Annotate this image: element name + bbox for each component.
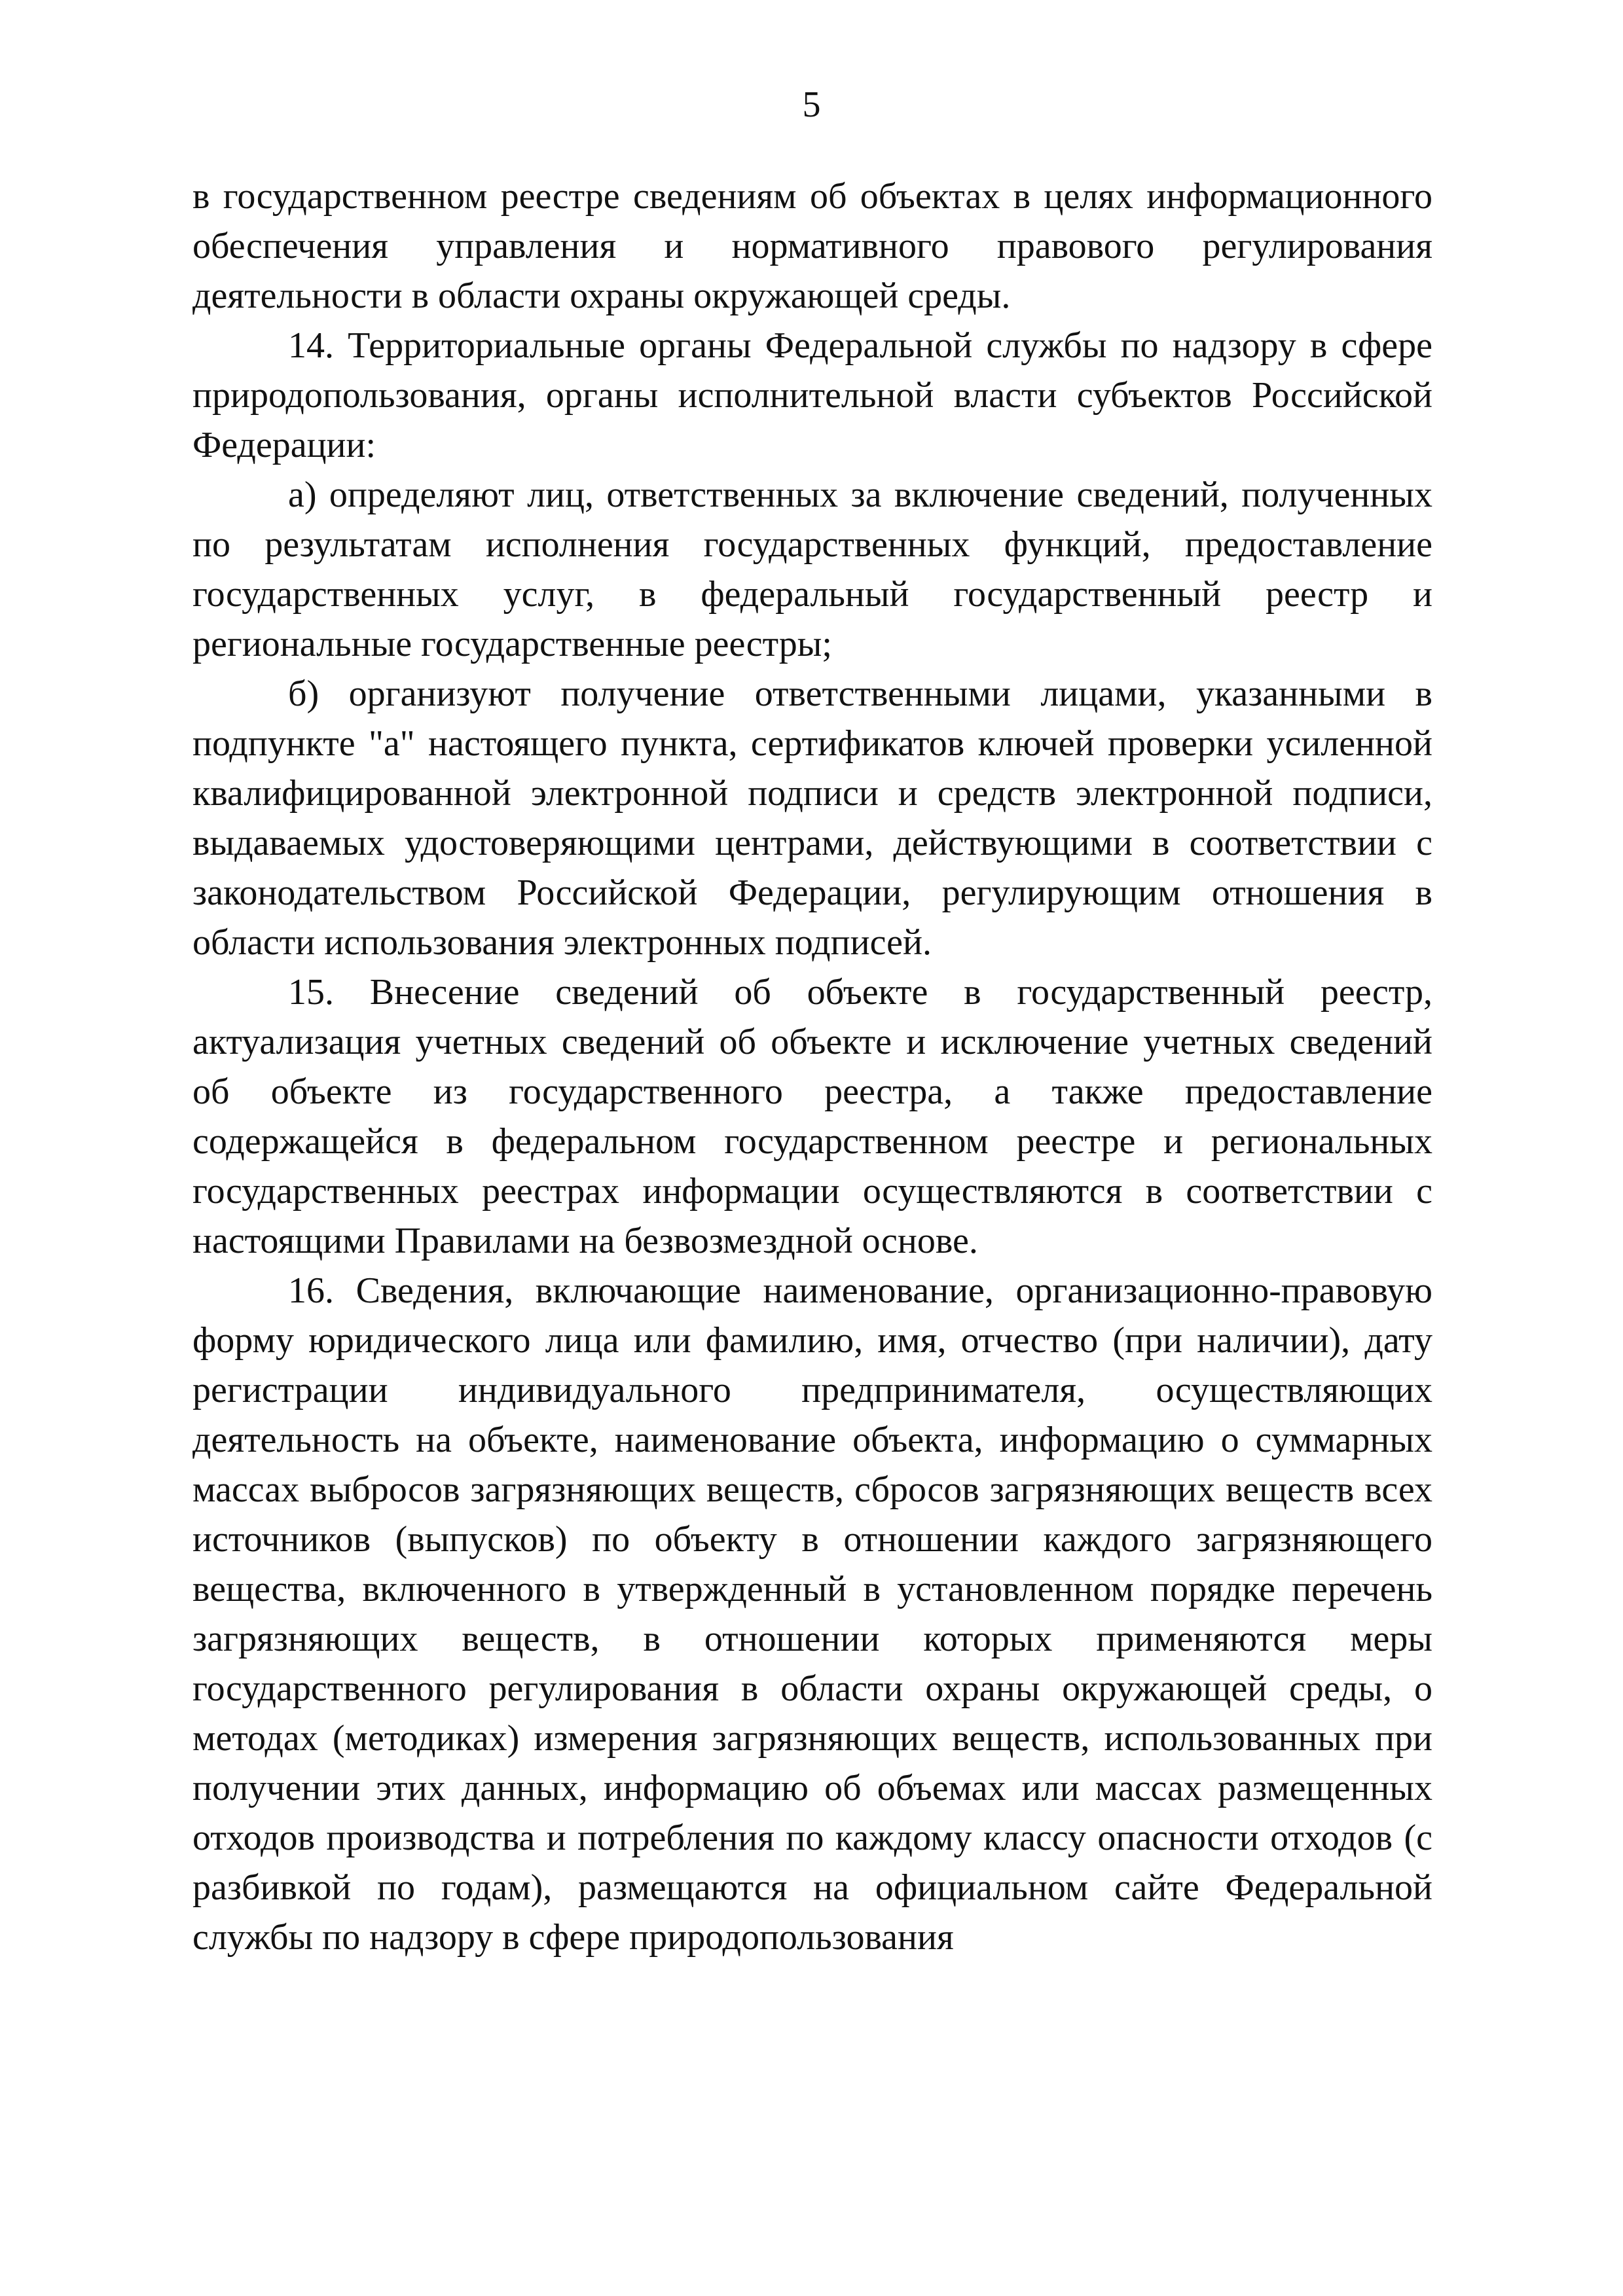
document-body xyxy=(192,171,1432,1962)
paragraph-continuation: в государственном реестре сведениям об объектах в целях информационного обеспечения управления и нормативного правового регулирования деятельности в области охраны окружающей среды. xyxy=(192,176,1432,316)
paragraph-14-b: б) организуют получение ответственными лицами, указанными в подпункте "а" настоящего пункта, сертификатов ключей проверки усиленной квалифицированной электронной подписи и средств электронной подписи, выдаваемых удостоверяющими центрами, действующими в соответствии с законодательством Российской Федерации, регулирующим отношения в области использования электронных подписей. xyxy=(192,673,1432,963)
paragraph-16: 16. Сведения, включающие наименование, организационно-правовую форму юридического лица или фамилию, имя, отчество (при наличии), дату регистрации индивидуального предпринимателя, осуществляющих деятельность на объекте, наименование объекта, информацию о суммарных массах выбросов загрязняющих веществ, сбросов загрязняющих веществ всех источников (выпусков) по объекту в отношении каждого загрязняющего вещества, включенного в утвержденный в установленном порядке перечень загрязняющих веществ, в отношении которых применяются меры государственного регулирования в области охраны окружающей среды, о методах (методиках) измерения загрязняющих веществ, использованных при получении этих данных, информацию об объемах или массах размещенных отходов производства и потребления по каждому классу опасности отходов (с разбивкой по годам), размещаются на официальном сайте Федеральной службы по надзору в сфере природопользования xyxy=(192,1270,1432,1958)
paragraph-14-a: а) определяют лиц, ответственных за включение сведений, полученных по результатам исполнения государственных функций, предоставление государственных услуг, в федеральный государственный реестр и региональные государственные реестры; xyxy=(192,475,1432,664)
paragraph-14: 14. Территориальные органы Федеральной службы по надзору в сфере природопользования, органы исполнительной власти субъектов Российской Федерации: xyxy=(192,325,1432,465)
page-number: 5 xyxy=(802,84,821,125)
paragraph-15: 15. Внесение сведений об объекте в государственный реестр, актуализация учетных сведений об объекте и исключение учетных сведений об объекте из государственного реестра, а также предоставление содержащейся в федеральном государственном реестре и региональных государственных реестрах информации осуществляются в соответствии с настоящими Правилами на безвозмездной основе. xyxy=(192,972,1432,1261)
